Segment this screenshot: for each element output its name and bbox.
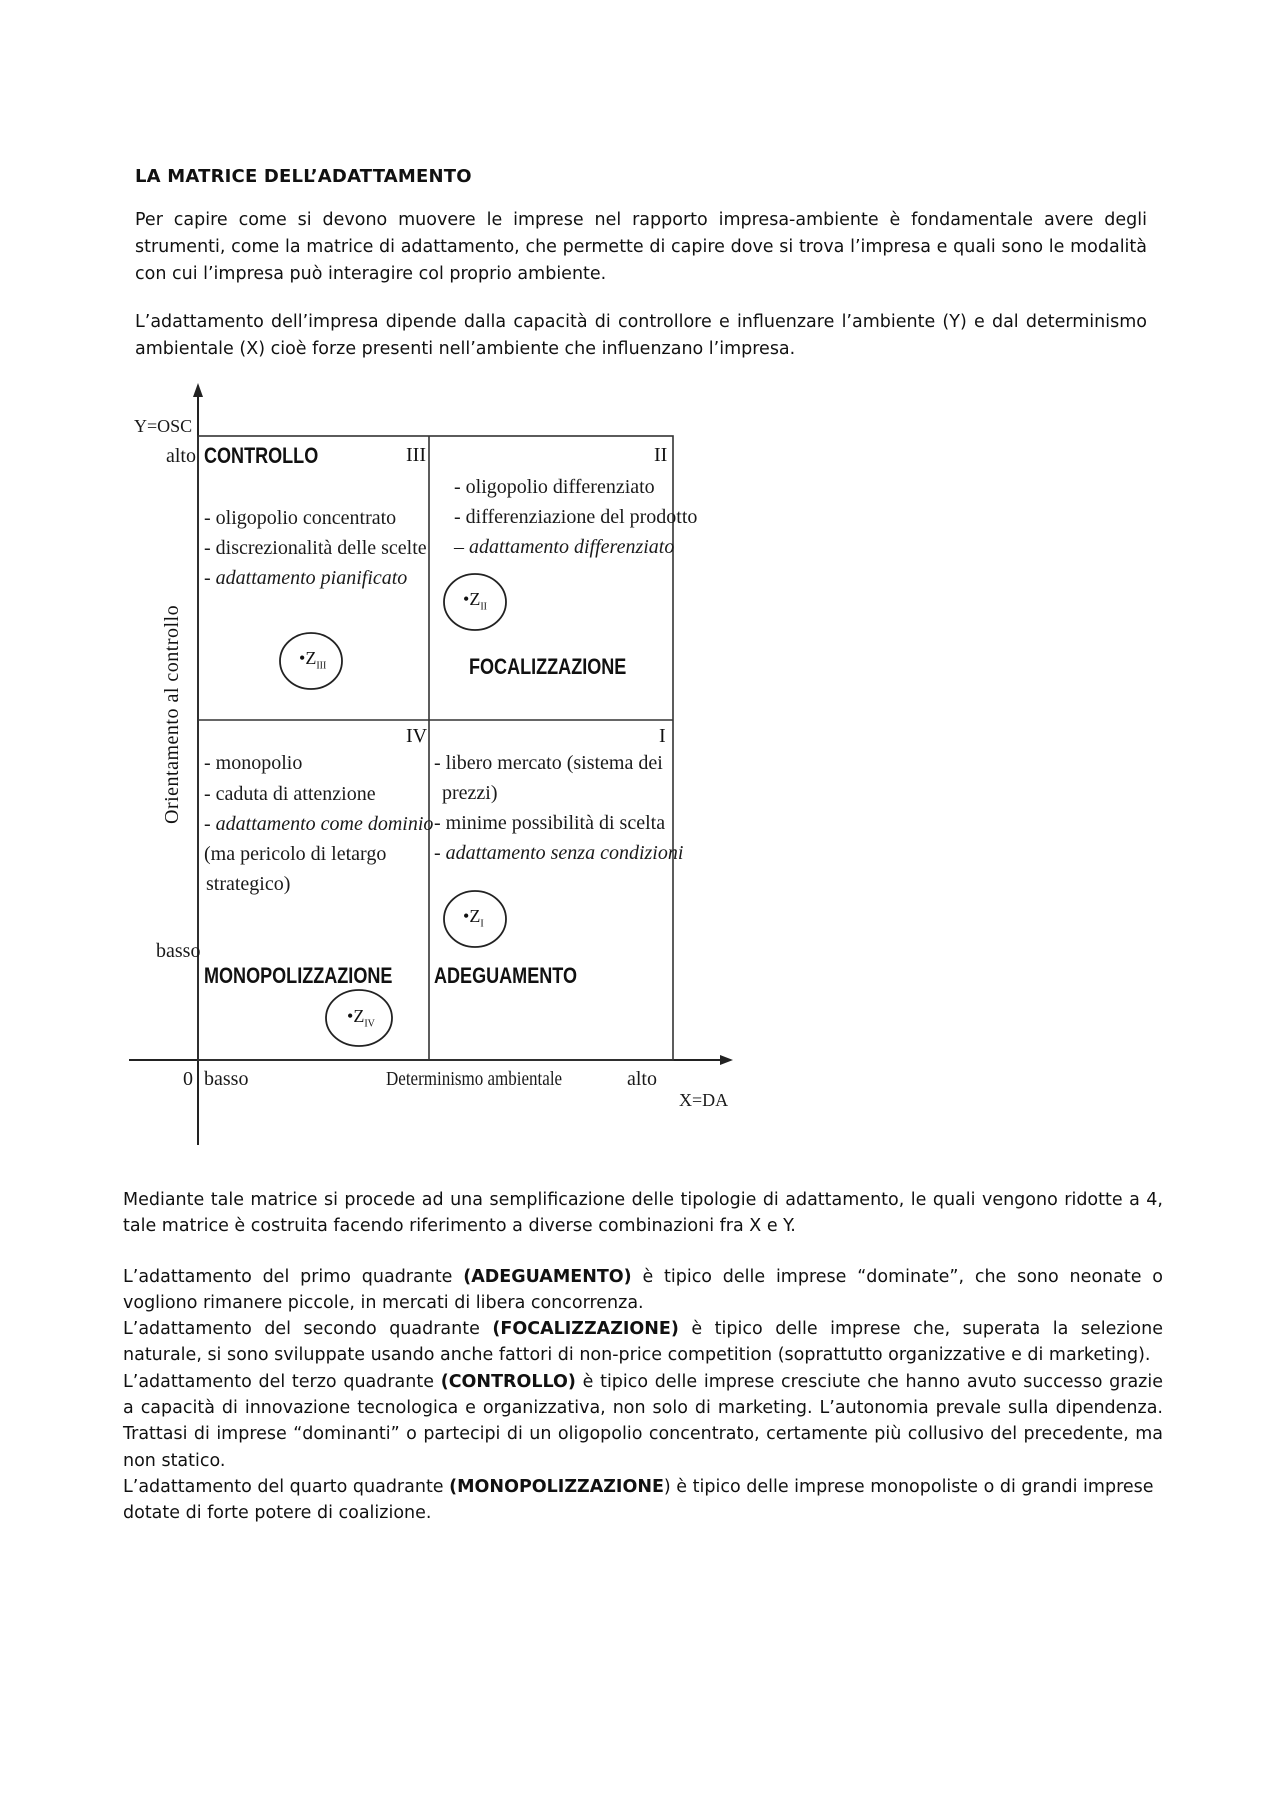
quadrant-ii-roman: II (654, 444, 668, 466)
quadrant-i-item-1: - libero mercato (sistema dei (434, 752, 663, 774)
quadrant-iii-item-1: - oligopolio concentrato (204, 507, 397, 529)
x-low-label: basso (204, 1068, 249, 1090)
quadrant-iv-extra-1: (ma pericolo di letargo (204, 843, 387, 865)
quadrant-ii-italic: – adattamento differenziato (454, 536, 675, 558)
quadrant-ii-item-2: - differenziazione del prodotto (454, 506, 698, 528)
quadrant-i-item-3: - minime possibilità di scelta (434, 812, 666, 834)
quadrant-iv-name: MONOPOLIZZAZIONE (204, 963, 393, 988)
y-axis-label: Y=OSC (134, 416, 193, 436)
body-paragraph-quadrant-2: L’adattamento del secondo quadrante (FOCALIZZAZIONE) è tipico delle imprese che, superata la selezione naturale, si sono sviluppate usando anche fattori di non-price competition (soprattutto organizzative e di marketing). (123, 1319, 1163, 1366)
quadrant-ii-item-1: - oligopolio differenziato (454, 476, 655, 498)
body-paragraph-quadrant-3: L’adattamento del terzo quadrante (CONTROLLO) è tipico delle imprese cresciute che hanno avuto successo grazie a capacità di innovazione tecnologica e organizzativa, non solo di marketing. L’autonomia prevale sulla dipendenza. Trattasi di imprese “dominanti” o partecipi di un oligopolio concentrato, certamente più collusivo del precedente, ma non statico. (123, 1371, 1163, 1471)
quadrant-iv-roman: IV (406, 725, 428, 747)
adaptation-matrix-figure (124, 383, 744, 1163)
quadrant-iv-italic: - adattamento come dominio (204, 813, 434, 835)
y-axis-title: Orientamento al controllo (161, 604, 183, 824)
x-axis-title: Determinismo ambientale (386, 1068, 563, 1090)
zone-label-i: $•Z_I$ (463, 906, 484, 930)
x-high-label: alto (627, 1068, 657, 1090)
y-axis-arrow (193, 383, 203, 397)
intro-paragraph-2: L’adattamento dell’impresa dipende dalla capacità di controllore e influenzare l’ambiente (Y) e dal determinismo ambientale (X) cioè forze presenti nell’ambiente che influenzano l’impresa. (135, 312, 1147, 359)
origin-label: 0 (183, 1068, 193, 1090)
quadrant-iii-name: CONTROLLO (204, 443, 319, 468)
quadrant-ii-name: FOCALIZZAZIONE (469, 654, 627, 679)
intro-paragraph-1: Per capire come si devono muovere le imprese nel rapporto impresa-ambiente è fondamentale avere degli strumenti, come la matrice di adattamento, che permette di capire dove si trova l’impresa e quali sono le modalità con cui l’impresa può interagire col proprio ambiente. (135, 210, 1147, 284)
quadrant-iii-italic: - adattamento pianificato (204, 567, 408, 589)
zone-label-iii: $•Z_{III}$ (299, 648, 327, 672)
zone-label-iv: $•Z_{IV}$ (347, 1006, 375, 1030)
body-text (123, 1187, 1163, 1527)
y-low-label: basso (156, 940, 201, 962)
section-title: LA MATRICE DELL’ADATTAMENTO (135, 166, 472, 187)
y-high-label: alto (166, 445, 196, 467)
quadrant-iv-item-1: - monopolio (204, 752, 303, 774)
zone-label-ii: $•Z_{II}$ (463, 589, 487, 613)
quadrant-i-italic: - adattamento senza condizioni (434, 842, 684, 864)
body-paragraph-quadrant-1: L’adattamento del primo quadrante (ADEGUAMENTO) è tipico delle imprese “dominate”, che sono neonate o vogliono rimanere piccole, in mercati di libera concorrenza. (123, 1266, 1163, 1313)
quadrant-iii-item-2: - discrezionalità delle scelte (204, 537, 427, 559)
quadrant-i-item-2: prezzi) (442, 782, 498, 804)
quadrant-i-name: ADEGUAMENTO (434, 963, 578, 988)
quadrant-iii-roman: III (406, 444, 426, 466)
x-axis-arrow (720, 1055, 733, 1065)
quadrant-iv-item-2: - caduta di attenzione (204, 783, 376, 805)
body-paragraph-quadrant-4: L’adattamento del quarto quadrante (MONOPOLIZZAZIONE) è tipico delle imprese monopoliste o di grandi imprese dotate di forte potere di coalizione. (123, 1476, 1154, 1524)
x-axis-label: X=DA (679, 1090, 729, 1110)
quadrant-i-roman: I (659, 725, 666, 747)
quadrant-iv-extra-2: strategico) (206, 873, 291, 895)
body-paragraph-intro: Mediante tale matrice si procede ad una semplificazione delle tipologie di adattamento, le quali vengono ridotte a 4, tale matrice è costruita facendo riferimento a diverse combinazioni fra X e Y. (123, 1190, 1163, 1237)
